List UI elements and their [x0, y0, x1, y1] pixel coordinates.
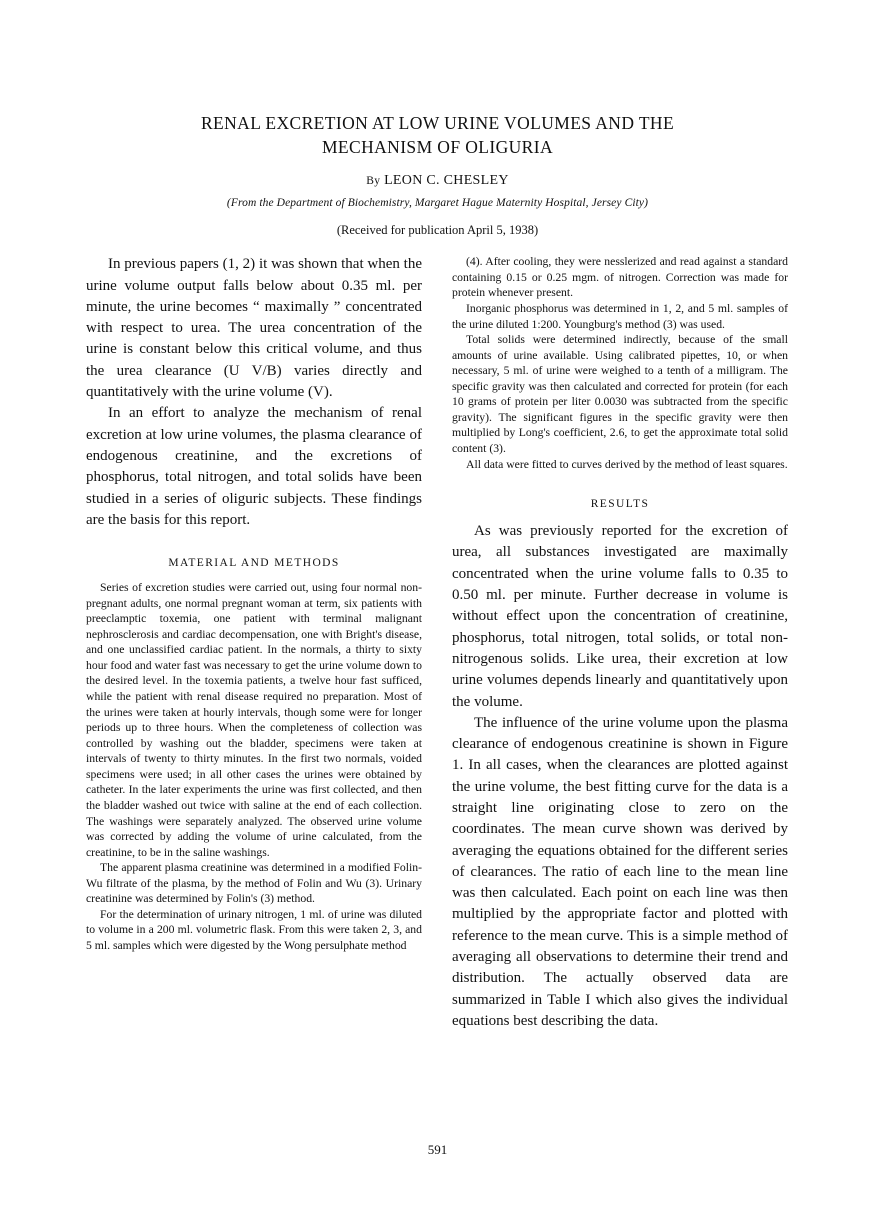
paragraph: In previous papers (1, 2) it was shown that when the urine volume output falls below about 0.35 ml. per minute, the urine becomes “ maximally ” concentrated with respect to urea. The urea concentration of the urine is constant below this critical volume, and thus the urea clearance (U V/B) varies directly and quantitatively with the urine volume (V).: [86, 256, 422, 401]
paragraph: The influence of the urine volume upon the plasma clearance of endogenous creatinine is shown in Figure 1. In all cases, when the clearances are plotted against the urine volume, the best fitting curve for the data is a straight line originating close to zero on the coordinates. The mean curve shown was derived by averaging the equations obtained for the different series of clearances. The ratio of each line to the mean line was then calculated. Each point on each line was then multiplied by the appropriate factor and plotted with reference to the mean curve. This is a simple method of averaging all observations to determine their trend and distribution. The actually observed data are summarized in Table I which also gives the individual equations best describing the data.: [452, 714, 788, 1029]
byline: [86, 173, 789, 189]
paragraph: (4). After cooling, they were nesslerized and read against a standard containing 0.15 or 0.25 mgm. of nitrogen. Correction was made for protein whenever present.: [452, 255, 788, 300]
methods-block: [86, 580, 422, 954]
byline-prefix: By: [366, 175, 381, 188]
section-heading-results: RESULTS: [590, 498, 650, 511]
received-date: (Received for publication April 5, 1938): [336, 223, 539, 238]
two-column-body: [86, 254, 789, 1032]
right-column: [452, 254, 788, 1032]
methods-continued-block: [452, 254, 788, 472]
results-block: [452, 521, 788, 1032]
section-heading-material-methods: MATERIAL AND METHODS: [168, 557, 340, 570]
paragraph: Series of excretion studies were carried out, using four normal non-pregnant adults, one normal pregnant woman at term, six patients with preeclamptic toxemia, one patient with terminal malignant nephrosclerosis and cardiac decompensation, one with Bright's disease, and one unclassified cardiac patient. In the normals, a thirty to sixty hour food and water fast was necessary to get the urine volume down to the desired level. In the toxemia patients, a twelve hour fast sufficed, while the patient with renal disease required no preparation. Most of the urines were taken at hourly intervals, though some were for longer periods up to three hours. When the completeness of collection was controlled by washing out the bladder, specimens were taken at intervals of twenty to thirty minutes. In the first two normals, voided specimens were used; in all other cases the urines were obtained by catheter. In the later experiments the urine was first collected, and then the bladder washed out twice with saline at the end of each collection. The washings were separately analyzed. The observed urine volume was corrected by adding the volume of urine calculated, from the creatinine, to be in the saline washings.: [86, 581, 422, 859]
affiliation: (From the Department of Biochemistry, Margaret Hague Maternity Hospital, Jersey City): [226, 197, 649, 210]
paragraph: As was previously reported for the excretion of urea, all substances investigated are maximally concentrated when the urine volume falls to 0.35 to 0.50 ml. per minute. Further decrease in volume is without effect upon the concentration of creatinine, phosphorus, total nitrogen, total solids, or total non-nitrogenous solids. Like urea, their excretion at low urine volumes depends linearly and quantitatively upon the volume.: [452, 523, 788, 710]
page-number: 591: [427, 1142, 448, 1157]
paragraph: For the determination of urinary nitrogen, 1 ml. of urine was diluted to volume in a 200 ml. volumetric flask. From this were taken 2, 3, and 5 ml. samples which were digested by the Wong persulphate method: [86, 907, 422, 953]
author-name: LEON C. CHESLEY: [384, 173, 509, 189]
page-title: [86, 112, 789, 159]
paragraph: Inorganic phosphorus was determined in 1, 2, and 5 ml. samples of the urine diluted 1:200. Youngburg's method (3) was used.: [452, 301, 788, 331]
title-line-1: RENAL EXCRETION AT LOW URINE VOLUMES AND THE: [200, 113, 675, 133]
intro-block: [86, 254, 422, 531]
paragraph: All data were fitted to curves derived by the method of least squares.: [466, 457, 788, 471]
title-line-2: MECHANISM OF OLIGURIA: [321, 136, 554, 157]
paragraph: In an effort to analyze the mechanism of renal excretion at low urine volumes, the plasma clearance of endogenous creatinine, and the excretions of phosphorus, total nitrogen, and total solids have been studied in a series of oliguric subjects. These findings are the basis for this report.: [86, 405, 422, 528]
paragraph: The apparent plasma creatinine was determined in a modified Folin-Wu filtrate of the plasma, by the method of Folin and Wu (3). Urinary creatinine was determined by Folin's (3) method.: [86, 861, 422, 906]
left-column: [86, 254, 422, 953]
paragraph: Total solids were determined indirectly, because of the small amounts of urine available. Using calibrated pipettes, 10, or when necessary, 5 ml. of urine were weighed to a tenth of a milligram. The specific gravity was then calculated and corrected for protein (for each 10 grams of protein per liter 0.0030 was subtracted from the specific gravity). The significant figures in the specific gravity were then multiplied by Long's coefficient, 2.6, to get the approximate total solid content (3).: [452, 333, 788, 455]
